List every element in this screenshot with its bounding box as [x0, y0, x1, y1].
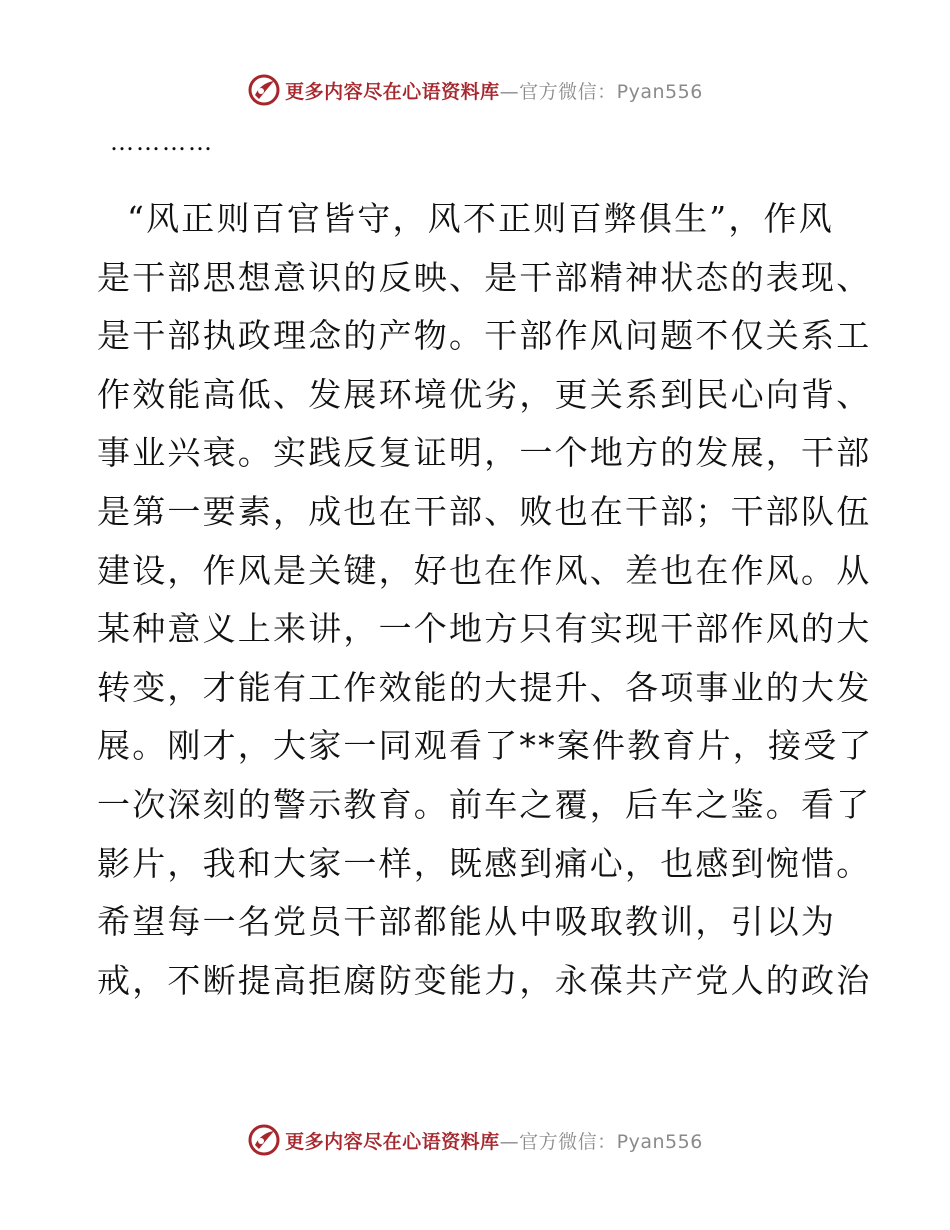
footer-watermark: [0, 1120, 950, 1160]
watermark-brand: 更多内容尽在心语资料库: [285, 1130, 500, 1153]
paragraph-line: 建设，作风是关键，好也在作风、差也在作风。从: [97, 550, 872, 590]
document-paragraph: [97, 190, 874, 1010]
watermark-wechat: 官方微信：Pyan556: [519, 1130, 703, 1153]
paragraph-line: 某种意义上来讲，一个地方只有实现干部作风的大: [97, 609, 872, 649]
watermark-dash: —: [499, 1130, 520, 1153]
paragraph-line: 是干部执政理念的产物。干部作风问题不仅关系工: [97, 316, 872, 356]
paragraph-line: 一次深刻的警示教育。前车之覆，后车之鉴。看了: [97, 784, 872, 824]
paragraph-line: 是第一要素，成也在干部、败也在干部；干部队伍: [97, 491, 872, 531]
paragraph-line: 是干部思想意识的反映、是干部精神状态的表现、: [97, 257, 872, 297]
paragraph-line: 作效能高低、发展环境优劣，更关系到民心向背、: [97, 374, 872, 414]
watermark-text: [285, 1127, 703, 1154]
brand-logo-icon: [247, 73, 281, 107]
paragraph-line: 希望每一名党员干部都能从中吸取教训，引以为: [97, 902, 837, 942]
watermark-dash: —: [499, 80, 520, 103]
paragraph-line: 转变，才能有工作效能的大提升、各项事业的大发: [97, 667, 872, 707]
ellipsis-marker: …………: [110, 128, 214, 156]
brand-logo-icon: [247, 1123, 281, 1157]
paragraph-line: 影片，我和大家一样，既感到痛心，也感到惋惜。: [97, 843, 872, 883]
paragraph-line: 戒，不断提高拒腐防变能力，永葆共产党人的政治: [97, 960, 872, 1000]
watermark-wechat: 官方微信：Pyan556: [519, 80, 703, 103]
paragraph-line: “风正则百官皆守，风不正则百弊俱生”，作风: [127, 199, 834, 238]
watermark-brand: 更多内容尽在心语资料库: [285, 80, 500, 103]
paragraph-line: 事业兴衰。实践反复证明，一个地方的发展，干部: [97, 433, 872, 473]
header-watermark: [0, 70, 950, 110]
watermark-text: [285, 77, 703, 104]
paragraph-line: 展。刚才，大家一同观看了**案件教育片，接受了: [97, 726, 874, 766]
